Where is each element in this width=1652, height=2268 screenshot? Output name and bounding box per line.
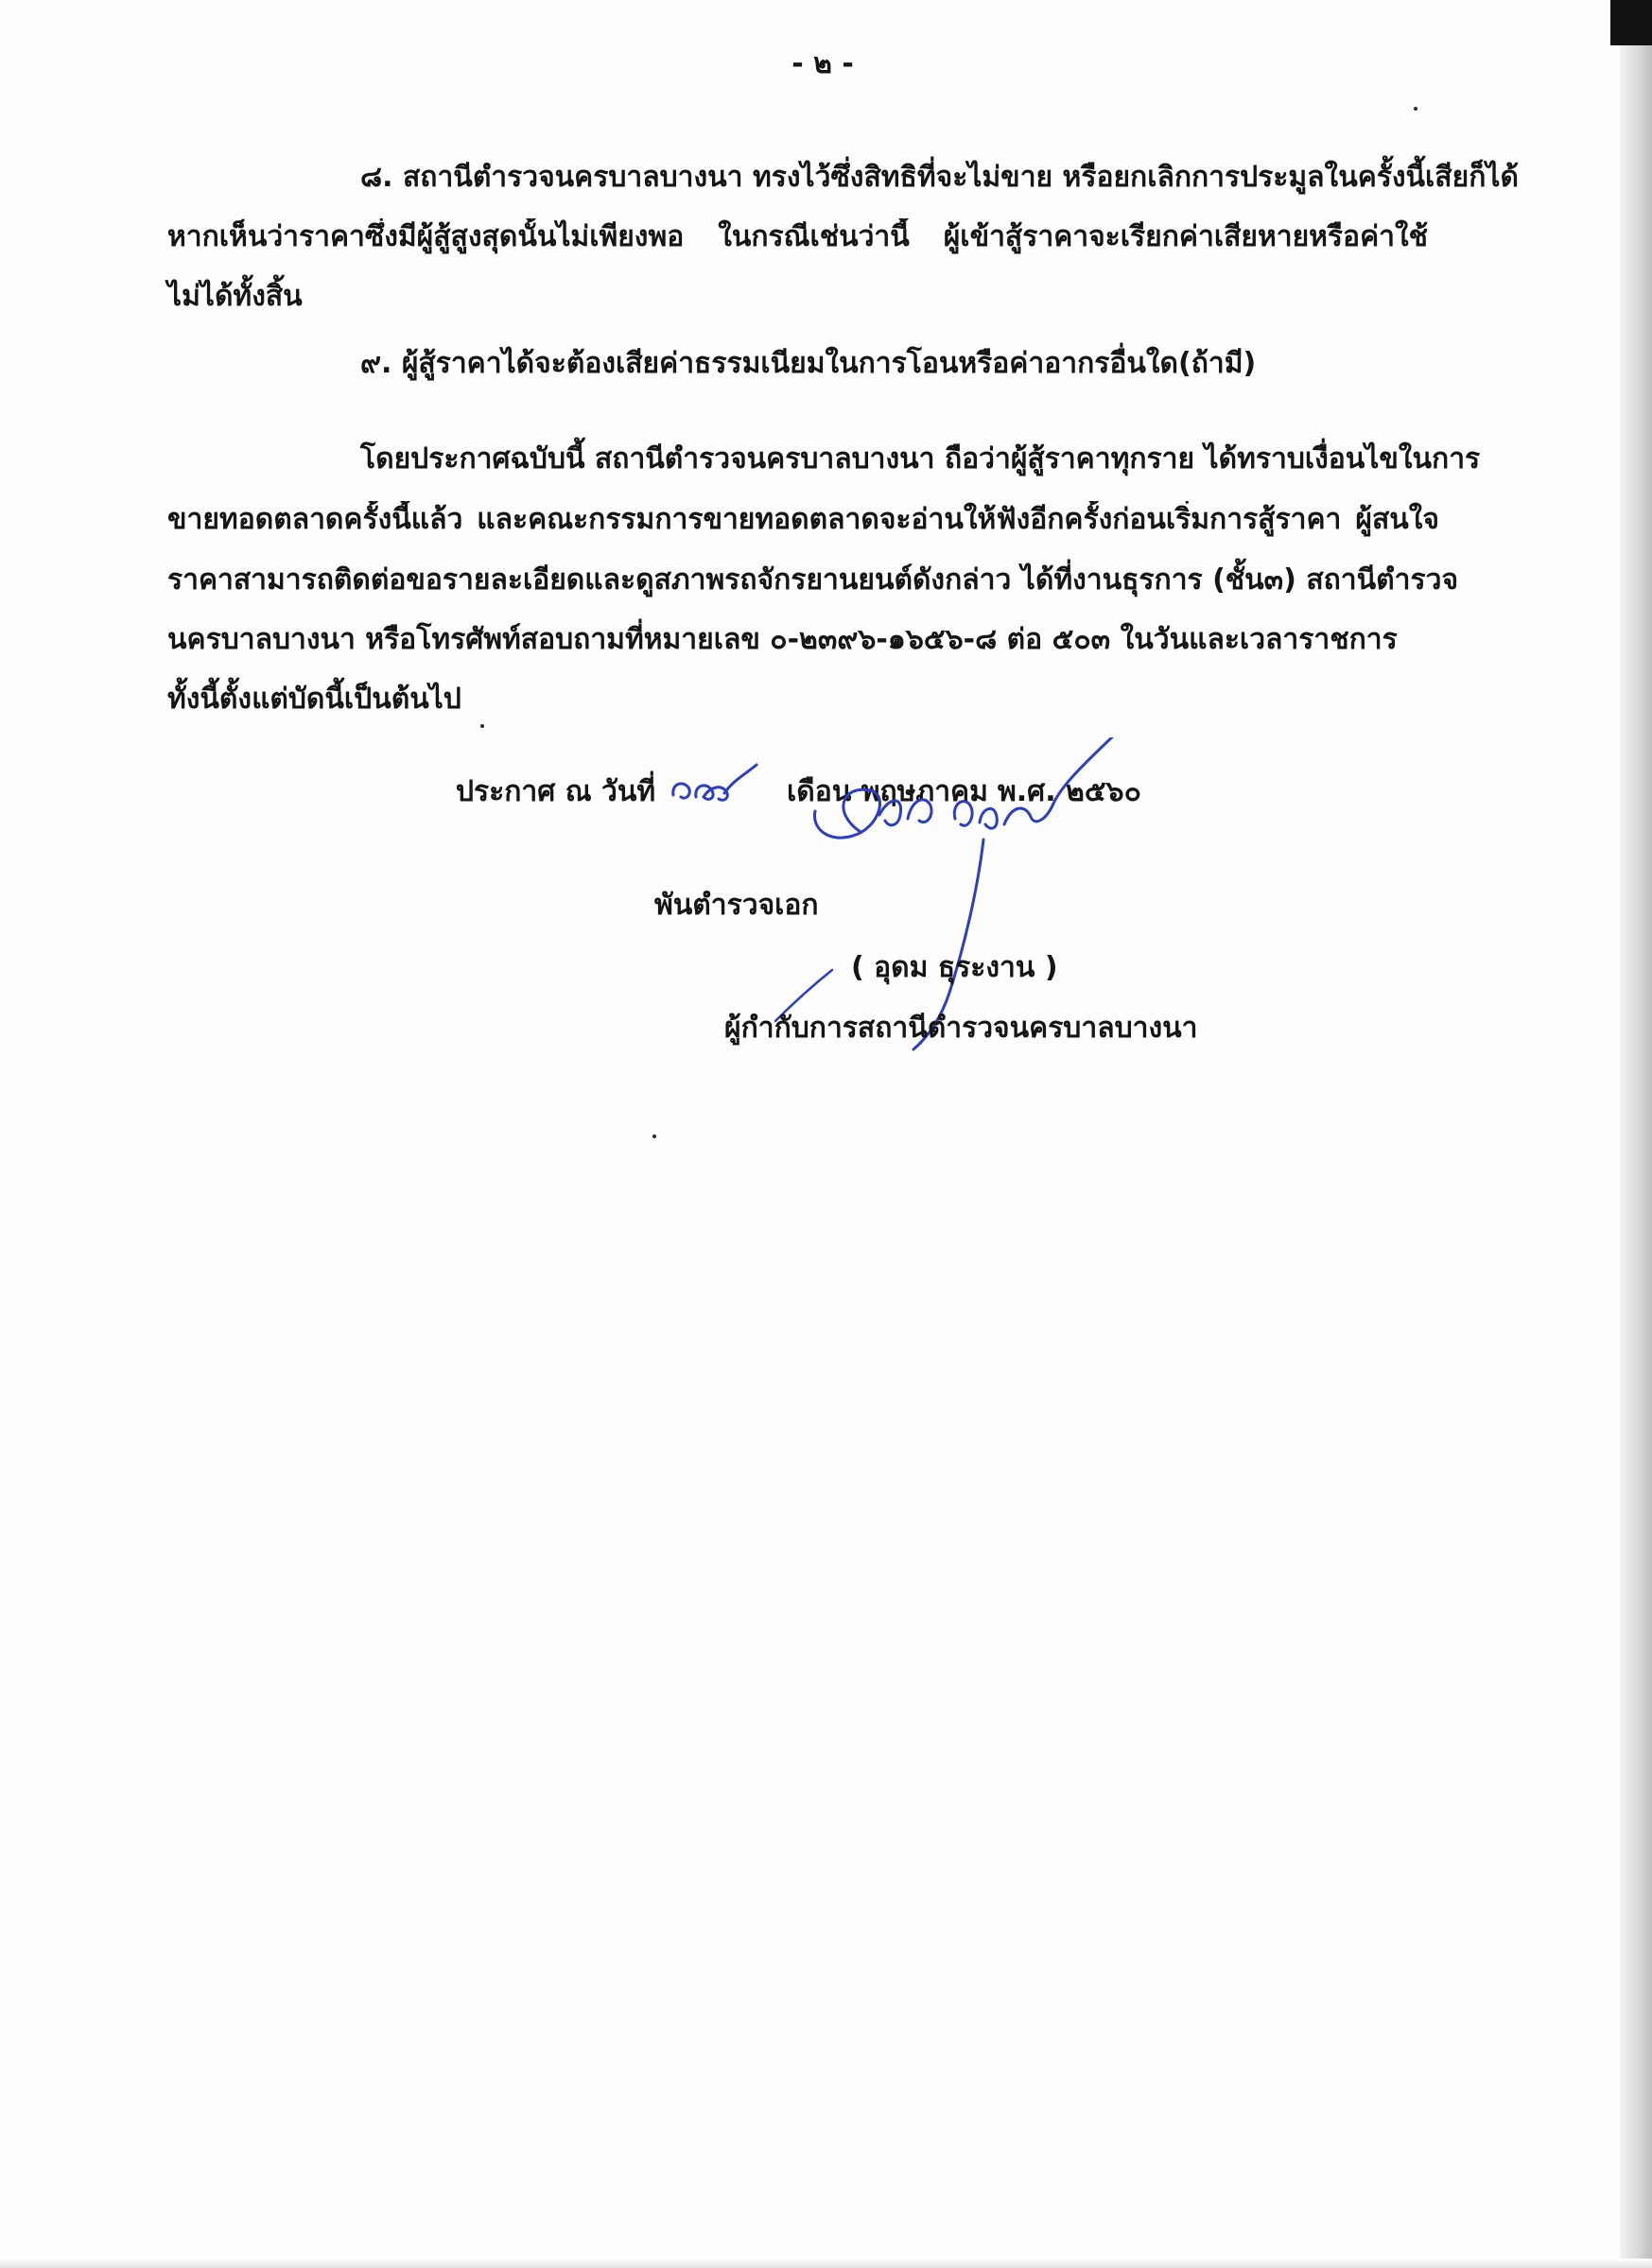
clause-8-line-2: หากเห็นว่าราคาซึ่งมีผู้สู้สูงสุดนั้นไม่เพียงพอ ในกรณีเช่นว่านี้ ผู้เข้าสู้ราคาจะเรียกค่าเสียหายหรือค่าใช้ [167,220,1428,253]
page-number: - ๒ - [791,47,854,80]
scan-edge-bottom [0,2259,1652,2268]
signatory-rank: พันตำรวจเอก [654,889,819,922]
closing-line-5: ทั้งนี้ตั้งแต่บัดนี้เป็นต้นไป [167,683,461,716]
closing-line-1: โดยประกาศฉบับนี้ สถานีตำรวจนครบาลบางนา ถือว่าผู้สู้ราคาทุกราย ได้ทราบเงื่อนไขในการ [360,442,1481,476]
signatory-position: ผู้กำกับการสถานีตำรวจนครบาลบางนา [724,1012,1198,1045]
clause-8-line-1: ๘. สถานีตำรวจนครบาลบางนา ทรงไว้ซึ่งสิทธิที่จะไม่ขาย หรือยกเลิกการประมูลในครั้งนี้เสียก็ได้ [360,161,1519,194]
scan-corner-shadow [1610,0,1652,45]
closing-line-2: ขายทอดตลาดครั้งนี้แล้ว และคณะกรรมการขายทอดตลาดจะอ่านให้ฟังอีกครั้งก่อนเริ่มการสู้ราคา ผู้สนใจ [167,503,1439,536]
signatory-name: ( อุดม ธุระงาน ) [851,951,1058,984]
scan-speck [480,724,484,728]
closing-line-4: นครบาลบางนา หรือโทรศัพท์สอบถามที่หมายเลข ๐-๒๓๙๖-๑๖๕๖-๘ ต่อ ๕๐๓ ในวันและเวลาราชการ [167,623,1398,656]
scan-edge-right [1620,0,1652,2268]
scan-speck [652,1134,656,1138]
scan-speck [1414,107,1417,111]
announcement-prefix: ประกาศ ณ วันที่ [456,775,656,808]
closing-line-3: ราคาสามารถติดต่อขอรายละเอียดและดูสภาพรถจักรยานยนต์ดังกล่าว ได้ที่งานธุรการ (ชั้น๓) สถานีตำรวจ [167,563,1459,597]
clause-9-line-1: ๙. ผู้สู้ราคาได้จะต้องเสียค่าธรรมเนียมในการโอนหรือค่าอากรอื่นใด(ถ้ามี) [360,347,1257,380]
announcement-year: พ.ศ. ๒๕๖๐ [998,775,1141,808]
clause-8-line-3: ไม่ได้ทั้งสิ้น [167,280,303,313]
announcement-month: เดือน พฤษภาคม [787,775,988,808]
